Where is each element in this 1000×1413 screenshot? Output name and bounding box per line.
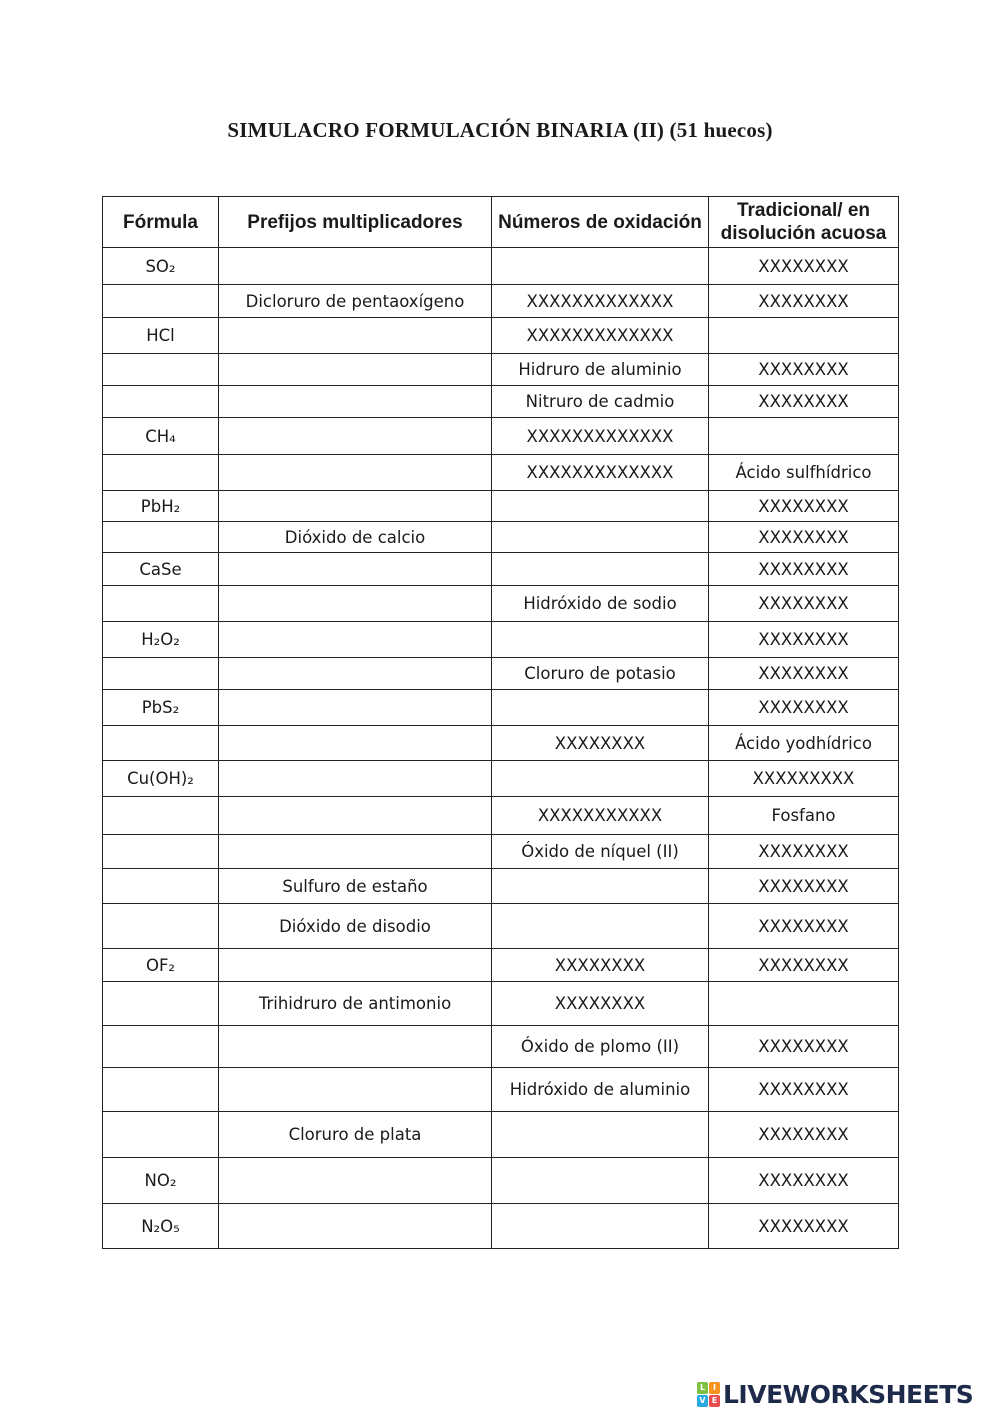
cell-tradicional: Ácido sulfhídrico [709, 455, 899, 491]
cell-formula[interactable] [103, 586, 219, 622]
cell-tradicional: XXXXXXXX [709, 869, 899, 904]
table-row [103, 658, 899, 690]
cell-tradicional: Fosfano [709, 797, 899, 835]
header-numeros: Números de oxidación [492, 197, 709, 248]
table-row [103, 455, 899, 491]
table-row [103, 285, 899, 318]
table-row [103, 869, 899, 904]
table-row [103, 418, 899, 455]
cell-prefijos: Dióxido de disodio [219, 904, 492, 949]
cell-numeros[interactable] [492, 491, 709, 522]
cell-prefijos[interactable] [219, 354, 492, 386]
cell-numeros[interactable] [492, 622, 709, 658]
cell-prefijos[interactable] [219, 491, 492, 522]
worksheet-title: SIMULACRO FORMULACIÓN BINARIA (II) (51 huecos) [227, 118, 773, 142]
table-row [103, 690, 899, 726]
cell-tradicional: XXXXXXXX [709, 285, 899, 318]
table-row [103, 1026, 899, 1068]
logo-mark-icon [697, 1382, 720, 1407]
cell-numeros: Hidróxido de aluminio [492, 1068, 709, 1112]
cell-tradicional: XXXXXXXX [709, 522, 899, 553]
cell-tradicional: XXXXXXXX [709, 690, 899, 726]
cell-tradicional[interactable] [709, 418, 899, 455]
cell-tradicional: XXXXXXXX [709, 491, 899, 522]
cell-formula: PbH₂ [103, 491, 219, 522]
cell-tradicional: XXXXXXXX [709, 835, 899, 869]
cell-tradicional: XXXXXXXX [709, 1112, 899, 1158]
cell-formula: H₂O₂ [103, 622, 219, 658]
cell-formula[interactable] [103, 354, 219, 386]
cell-numeros: Óxido de plomo (II) [492, 1026, 709, 1068]
table-row [103, 1204, 899, 1249]
cell-prefijos[interactable] [219, 1158, 492, 1204]
table-row [103, 761, 899, 797]
cell-numeros[interactable] [492, 248, 709, 285]
cell-prefijos: Dióxido de calcio [219, 522, 492, 553]
cell-formula[interactable] [103, 386, 219, 418]
table-row [103, 949, 899, 982]
cell-numeros[interactable] [492, 553, 709, 586]
cell-tradicional: XXXXXXXX [709, 553, 899, 586]
table-row [103, 904, 899, 949]
table-body [103, 248, 899, 1249]
table-row [103, 982, 899, 1026]
logo-letter: V [697, 1395, 708, 1407]
cell-formula: N₂O₅ [103, 1204, 219, 1249]
cell-tradicional: XXXXXXXX [709, 1158, 899, 1204]
cell-numeros[interactable] [492, 869, 709, 904]
logo-text: LIVEWORKSHEETS [723, 1379, 974, 1409]
cell-formula[interactable] [103, 1026, 219, 1068]
table-row [103, 318, 899, 354]
logo-letter: L [697, 1382, 708, 1394]
cell-prefijos[interactable] [219, 1204, 492, 1249]
cell-tradicional: XXXXXXXX [709, 622, 899, 658]
logo-letter: E [709, 1395, 720, 1407]
cell-tradicional: XXXXXXXX [709, 354, 899, 386]
cell-tradicional: XXXXXXXX [709, 1026, 899, 1068]
cell-tradicional: XXXXXXXXX [709, 761, 899, 797]
cell-prefijos[interactable] [219, 949, 492, 982]
cell-prefijos[interactable] [219, 1026, 492, 1068]
formulation-table [102, 196, 899, 1249]
cell-tradicional: XXXXXXXX [709, 386, 899, 418]
table-row [103, 1112, 899, 1158]
table-row [103, 1068, 899, 1112]
cell-prefijos[interactable] [219, 1068, 492, 1112]
table-row [103, 522, 899, 553]
cell-formula[interactable] [103, 285, 219, 318]
cell-numeros: XXXXXXXXXXXXX [492, 418, 709, 455]
cell-formula: SO₂ [103, 248, 219, 285]
table-row [103, 354, 899, 386]
cell-numeros: Hidróxido de sodio [492, 586, 709, 622]
cell-numeros: XXXXXXXX [492, 982, 709, 1026]
cell-formula[interactable] [103, 726, 219, 761]
cell-formula: CH₄ [103, 418, 219, 455]
cell-prefijos[interactable] [219, 658, 492, 690]
cell-numeros: XXXXXXXX [492, 726, 709, 761]
cell-tradicional: XXXXXXXX [709, 1204, 899, 1249]
cell-formula: Cu(OH)₂ [103, 761, 219, 797]
table-row [103, 553, 899, 586]
cell-tradicional[interactable] [709, 982, 899, 1026]
cell-formula[interactable] [103, 1112, 219, 1158]
cell-numeros[interactable] [492, 1112, 709, 1158]
cell-numeros[interactable] [492, 522, 709, 553]
table-row [103, 726, 899, 761]
cell-numeros[interactable] [492, 761, 709, 797]
header-formula: Fórmula [103, 197, 219, 248]
cell-numeros: XXXXXXXXXXXXX [492, 455, 709, 491]
cell-tradicional: XXXXXXXX [709, 1068, 899, 1112]
cell-formula[interactable] [103, 455, 219, 491]
cell-prefijos[interactable] [219, 455, 492, 491]
cell-numeros: Nitruro de cadmio [492, 386, 709, 418]
cell-tradicional: XXXXXXXX [709, 248, 899, 285]
cell-numeros: XXXXXXXX [492, 949, 709, 982]
liveworksheets-logo [697, 1380, 973, 1408]
logo-letter: I [709, 1382, 720, 1394]
cell-formula[interactable] [103, 835, 219, 869]
cell-numeros: Cloruro de potasio [492, 658, 709, 690]
cell-prefijos[interactable] [219, 586, 492, 622]
cell-prefijos[interactable] [219, 797, 492, 835]
table-row [103, 835, 899, 869]
table-row [103, 248, 899, 285]
header-tradicional: Tradicional/ en disolución acuosa [709, 197, 899, 248]
cell-tradicional[interactable] [709, 318, 899, 354]
cell-numeros[interactable] [492, 904, 709, 949]
table-row [103, 1158, 899, 1204]
header-prefijos: Prefijos multiplicadores [219, 197, 492, 248]
cell-numeros[interactable] [492, 1204, 709, 1249]
cell-numeros[interactable] [492, 1158, 709, 1204]
cell-prefijos: Sulfuro de estaño [219, 869, 492, 904]
cell-prefijos[interactable] [219, 622, 492, 658]
cell-numeros: XXXXXXXXXXXXX [492, 318, 709, 354]
cell-formula[interactable] [103, 1068, 219, 1112]
cell-numeros[interactable] [492, 690, 709, 726]
cell-tradicional: XXXXXXXX [709, 586, 899, 622]
cell-prefijos[interactable] [219, 690, 492, 726]
cell-numeros: XXXXXXXXXXXXX [492, 285, 709, 318]
cell-tradicional: Ácido yodhídrico [709, 726, 899, 761]
cell-prefijos[interactable] [219, 761, 492, 797]
cell-formula[interactable] [103, 522, 219, 553]
cell-formula[interactable] [103, 658, 219, 690]
table-row [103, 797, 899, 835]
cell-prefijos[interactable] [219, 386, 492, 418]
cell-tradicional: XXXXXXXX [709, 658, 899, 690]
table-row [103, 386, 899, 418]
cell-prefijos[interactable] [219, 318, 492, 354]
cell-formula[interactable] [103, 904, 219, 949]
cell-prefijos[interactable] [219, 248, 492, 285]
cell-prefijos[interactable] [219, 726, 492, 761]
header-row [103, 197, 899, 248]
cell-tradicional: XXXXXXXX [709, 949, 899, 982]
cell-numeros: Óxido de níquel (II) [492, 835, 709, 869]
cell-numeros: Hidruro de aluminio [492, 354, 709, 386]
cell-prefijos: Trihidruro de antimonio [219, 982, 492, 1026]
cell-prefijos[interactable] [219, 418, 492, 455]
cell-formula[interactable] [103, 869, 219, 904]
cell-numeros: XXXXXXXXXXX [492, 797, 709, 835]
cell-prefijos: Dicloruro de pentaoxígeno [219, 285, 492, 318]
cell-prefijos[interactable] [219, 553, 492, 586]
cell-formula: OF₂ [103, 949, 219, 982]
cell-formula: NO₂ [103, 1158, 219, 1204]
cell-formula: PbS₂ [103, 690, 219, 726]
table-row [103, 491, 899, 522]
cell-prefijos[interactable] [219, 835, 492, 869]
cell-formula: HCl [103, 318, 219, 354]
cell-formula[interactable] [103, 797, 219, 835]
cell-formula: CaSe [103, 553, 219, 586]
table-row [103, 622, 899, 658]
cell-tradicional: XXXXXXXX [709, 904, 899, 949]
cell-prefijos: Cloruro de plata [219, 1112, 492, 1158]
table-row [103, 586, 899, 622]
cell-formula[interactable] [103, 982, 219, 1026]
